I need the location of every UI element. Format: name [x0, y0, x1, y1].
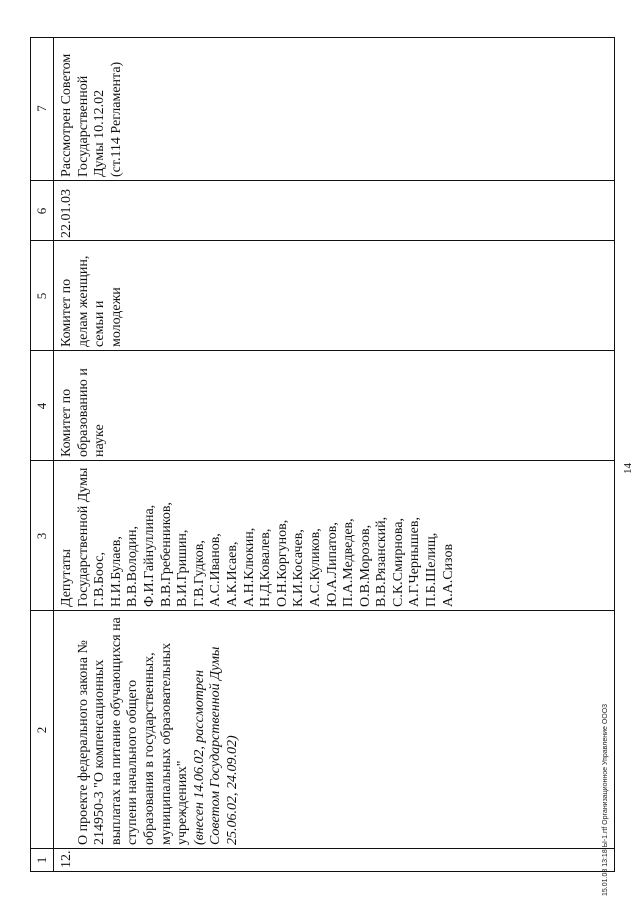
column-header-3: 3 [34, 532, 49, 540]
column-divider [31, 180, 614, 181]
committee-coexecutor-cell: Комитет по делам женщин, семьи и молодежи [59, 255, 124, 347]
footer-stamp: 15.01.03 13:18 Ы-1.rtf Организационное Управление ООО3 [602, 703, 609, 896]
page-number: 14 [622, 463, 634, 474]
column-header-7: 7 [34, 105, 49, 112]
column-header-1: 1 [34, 856, 49, 864]
date-cell: 22.01.03 [59, 189, 74, 238]
column-header-4: 4 [34, 402, 49, 410]
committee-responsible-cell: Комитет по образованию и науке [59, 368, 108, 457]
bill-note: (внесен 14.06.02, рассмотрен Советом Государственной Думы 25.06.02, 24.09.02) [191, 646, 240, 845]
column-header-6: 6 [34, 207, 49, 215]
column-divider [31, 240, 614, 241]
column-divider [31, 848, 614, 849]
authors-cell: Депутаты Государственной Думы Г.В.Боос, Н.И.Булаев, В.В.Володин, Ф.И.Гайнуллина, В.В.Гребенников, В.И.Гришин, Г.В.Гудков, А.С.Иванов, А.К.Исаев, А.Н.Клюкин, Н.Д.Ковалев, О.Н.Коргунов, К.И.Косачев, А.С.Куликов, Ю.А.Липатов, П.А.Медведев, О.В.Морозов, В.В.Рязанский, С.К.Смирнова, А.Г.Чернышев, П.Б.Шелищ, А.А.Сизов [59, 467, 456, 607]
column-header-5: 5 [34, 292, 49, 300]
header-divider [53, 38, 54, 871]
row-number: 12. [59, 850, 74, 868]
column-header-2: 2 [34, 726, 49, 734]
document-page [30, 32, 634, 872]
column-divider [31, 610, 614, 611]
data-table [30, 37, 615, 872]
status-cell: Рассмотрен Советом Государственной Думы 10.12.02 (ст.114 Регламента) [59, 53, 124, 177]
bill-cell [59, 617, 242, 845]
bill-title: О проекте федерального закона № 214950-3 "О компенсационных выплатах на питание обучающихся на ступени начального общего образования в государственных, муниципальных образовательных учреждениях" [75, 617, 191, 845]
column-divider [31, 350, 614, 351]
column-divider [31, 460, 614, 461]
